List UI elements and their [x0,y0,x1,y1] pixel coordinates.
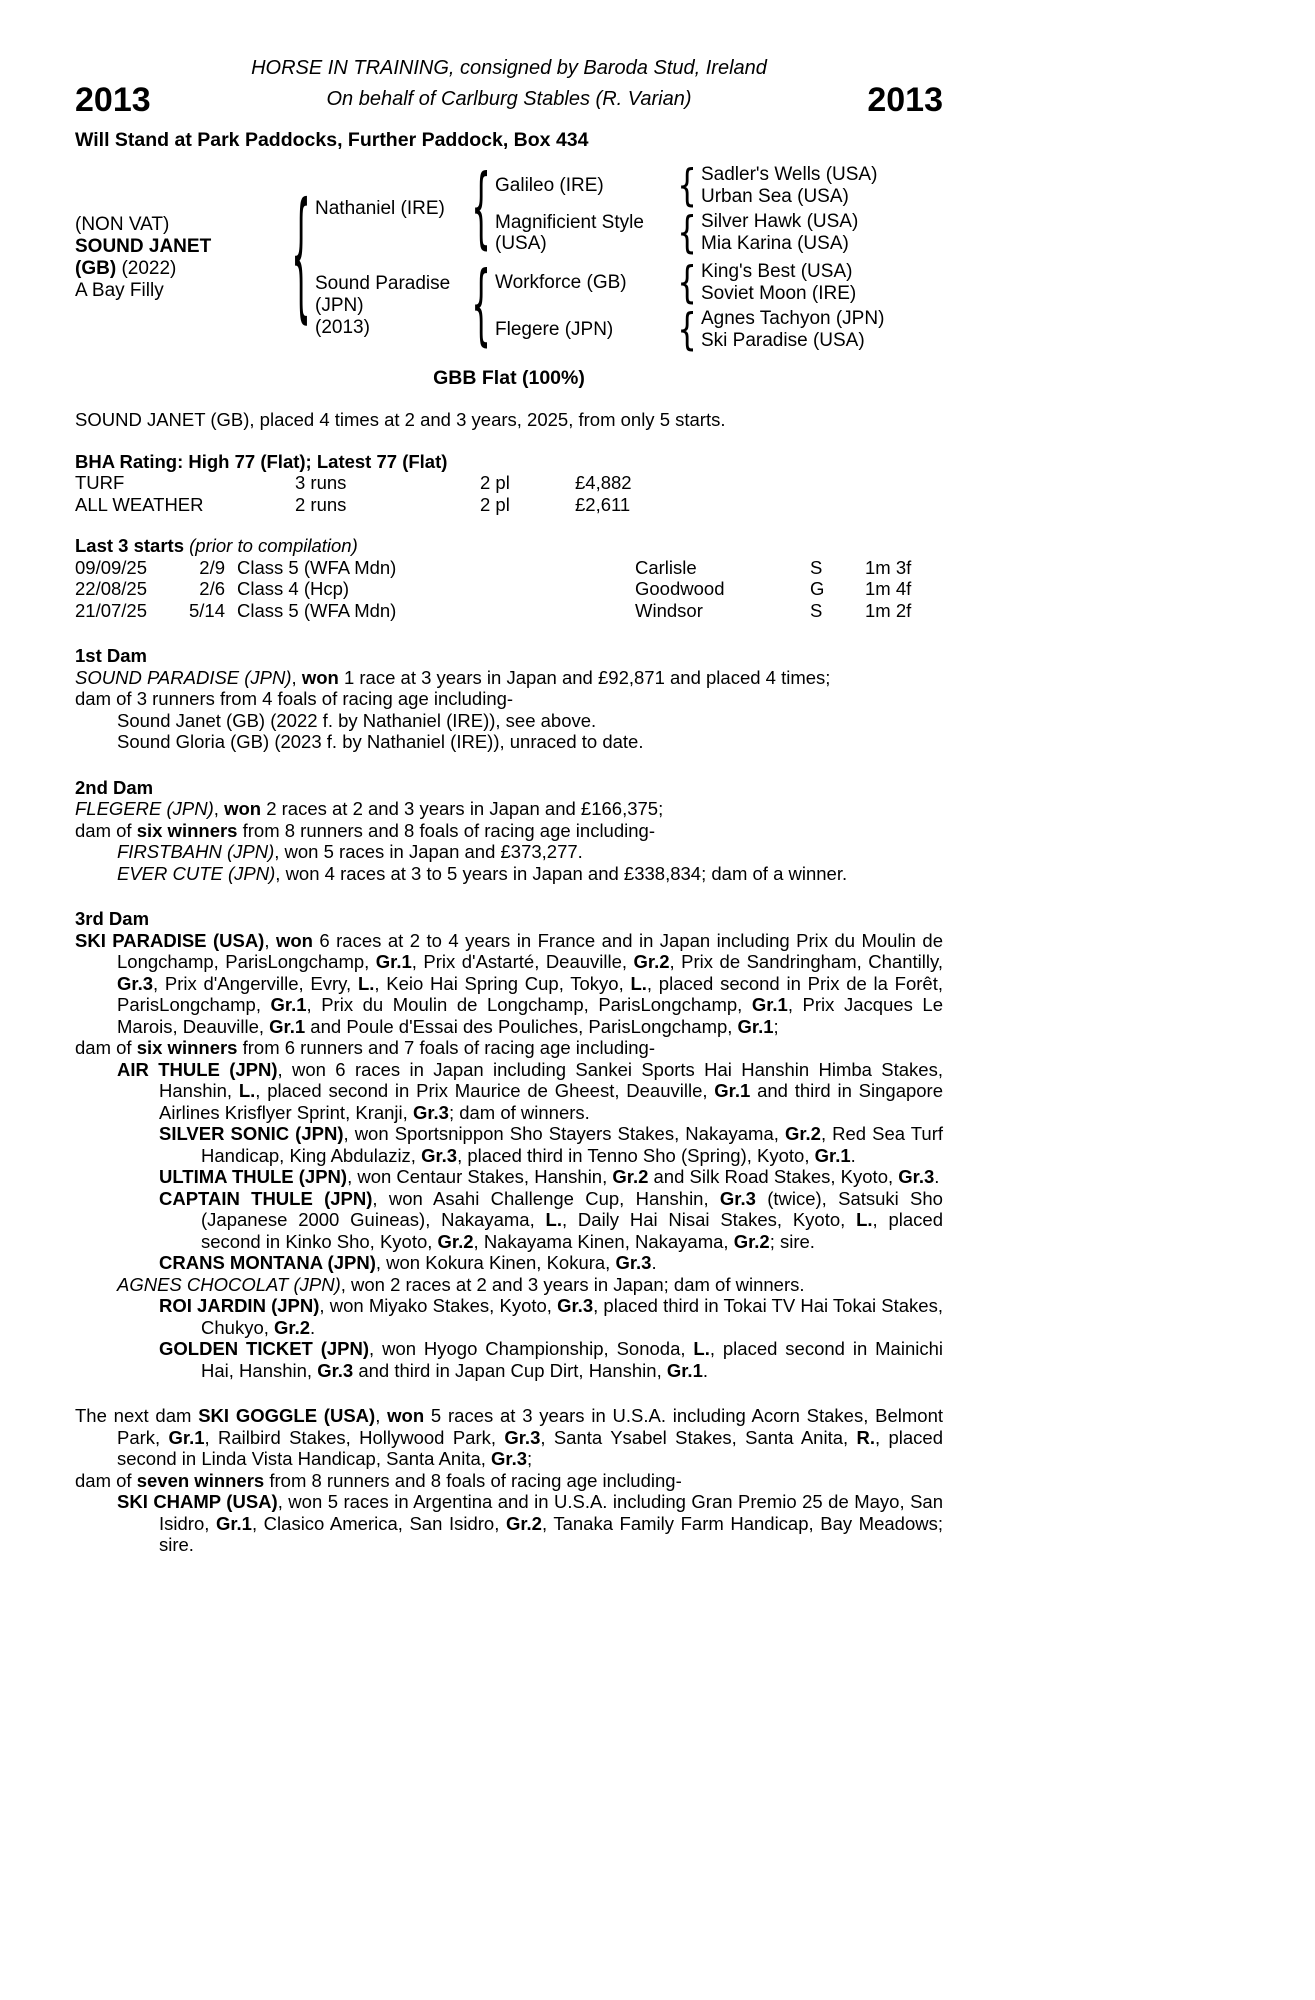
race-class: Class 5 (WFA Mdn) [237,556,397,578]
lot-number-right: 2013 [867,81,943,119]
produce-entry: ULTIMA THULE (JPN), won Centaur Stakes, Hanshin, Gr.2 and Silk Road Stakes, Kyoto, Gr.3. [159,1166,940,1187]
third-dam-section [75,908,943,1381]
distance: 1m 3f [865,556,912,578]
section-heading: 3rd Dam [75,908,150,929]
last-starts-heading: Last 3 starts (prior to compilation) [75,535,358,556]
produce-entry: GOLDEN TICKET (JPN), won Hyogo Championship, Sonoda, L., placed second in Mainichi Hai, Hanshin, Gr.3 and third in Japan Cup Dirt, Hanshin, Gr.1. [159,1338,943,1381]
produce-entry: AGNES CHOCOLAT (JPN), won 2 races at 2 and 3 years in Japan; dam of winners. [117,1273,805,1295]
dam-race-record: SOUND PARADISE (JPN), won 1 race at 3 years in Japan and £92,871 and placed 4 times; [75,666,831,688]
pedigree-brace: { [471,157,491,259]
horse-name: SOUND JANET [75,235,212,257]
race-class: Class 5 (WFA Mdn) [237,599,397,621]
produce-entry: AIR THULE (JPN), won 6 races in Japan including Sankei Sports Hai Hanshin Himba Stakes, Hanshin, L., placed second in Prix Maurice de Gheest, Deauville, Gr.1 and third in Singapore Airlines Krisflyer Sprint, Kranji, Gr.3; dam of winners. [117,1058,944,1123]
granddam-name: Flegere (JPN) [495,319,614,340]
granddam-unit [495,303,943,355]
dam-name: Sound Paradise (JPN) (2013) [315,273,451,338]
stand-location-line: Will Stand at Park Paddocks, Further Paddock, Box 434 [75,129,589,151]
going: S [810,556,823,578]
gbb-eligibility-line: GBB Flat (100%) [433,366,585,389]
pedigree-generations [315,157,943,356]
produce-entry: Sound Janet (GB) (2022 f. by Nathaniel (IRE)), see above. [117,709,597,731]
granddam-unit [495,206,943,258]
dam-produce-summary: dam of 3 runners from 4 foals of racing age including- [75,688,514,709]
produce-entry: FIRSTBAHN (JPN), won 5 races in Japan and £373,277. [117,841,583,862]
dam-produce-summary: dam of six winners from 8 runners and 8 foals of racing age including- [75,819,655,841]
pedigree-brace: { [677,303,697,355]
distance: 1m 2f [865,599,912,621]
earnings-value: £4,882 [575,472,632,493]
distance: 1m 4f [865,578,912,599]
pedigree-brace: { [471,254,491,356]
table-row [75,578,943,600]
consignor-line: HORSE IN TRAINING, consigned by Baroda Stud, Ireland [251,57,767,79]
produce-entry: EVER CUTE (JPN), won 4 races at 3 to 5 years in Japan and £338,834; dam of a winner. [117,862,848,884]
race-record-summary: SOUND JANET (GB), placed 4 times at 2 and 3 years, 2025, from only 5 starts. [75,409,726,430]
second-dam-section [75,777,943,885]
finish-position: 5/14 [188,599,225,621]
great-granddam-name: Mia Karina (USA) [701,232,849,254]
vat-status: (NON VAT) [75,213,170,235]
great-grandsire-name: Agnes Tachyon (JPN) [701,307,885,329]
great-granddam-name: Urban Sea (USA) [701,185,849,207]
produce-entry: SKI CHAMP (USA), won 5 races in Argentina and in U.S.A. including Gran Premio 25 de Mayo, San Isidro, Gr.1, Clasico America, San Isidro, Gr.2, Tanaka Family Farm Handicap, Bay Meadows; sire. [117,1491,944,1555]
section-heading: 1st Dam [75,645,147,666]
pedigree-brace: { [291,174,311,338]
dam-produce-summary: dam of seven winners from 8 runners and 8 foals of racing age including- [75,1469,682,1491]
first-dam-section [75,645,943,753]
next-dam-section [75,1405,943,1556]
start-date: 21/07/25 [75,599,148,621]
granddam-name: Magnificient Style (USA) [495,211,644,254]
table-row [75,472,943,494]
bha-rating-block [75,451,943,516]
race-class: Class 4 (Hcp) [237,578,350,599]
runs-value: 2 runs [295,493,347,515]
grandsire-unit [495,256,943,308]
surface-label: TURF [75,472,125,493]
pedigree-brace: { [677,206,697,258]
racecourse: Goodwood [635,578,725,599]
surface-label: ALL WEATHER [75,493,204,515]
sire-name: Nathaniel (IRE) [315,198,445,219]
pedigree-table [75,157,943,356]
racecourse: Windsor [635,599,703,621]
page-content [75,56,943,1556]
dam-race-record: SKI PARADISE (USA), won 6 races at 2 to 4 years in France and in Japan including Prix du Moulin de Longchamp, ParisLongchamp, Gr.1, Prix d'Astarté, Deauville, Gr.2, Prix de Sandringham, Chantilly, Gr.3, Prix d'Angerville, Evry, L., Keio Hai Spring Cup, Tokyo, L., placed second in Prix de la Forêt, ParisLongchamp, Gr.1, Prix du Moulin de Longchamp, ParisLongchamp, Gr.1, Prix Jacques Le Marois, Deauville, Gr.1 and Poule d'Essai des Pouliches, ParisLongchamp, Gr.1; [75,929,944,1037]
bha-rating-heading: BHA Rating: High 77 (Flat); Latest 77 (Flat) [75,450,448,472]
placed-value: 2 pl [480,493,510,515]
produce-entry: Sound Gloria (GB) (2023 f. by Nathaniel (IRE)), unraced to date. [117,731,644,752]
pedigree-brace: { [677,256,697,308]
placed-value: 2 pl [480,472,510,493]
going: G [810,578,825,599]
table-row [75,494,943,516]
table-row [75,557,943,579]
lot-number-left: 2013 [75,81,151,119]
dam-race-record: FLEGERE (JPN), won 2 races at 2 and 3 years in Japan and £166,375; [75,798,664,819]
last-starts-block [75,535,943,621]
start-date: 22/08/25 [75,578,148,599]
great-granddam-name: Ski Paradise (USA) [701,329,865,351]
racecourse: Carlisle [635,556,697,578]
grandsire-unit [495,159,943,211]
section-heading: 2nd Dam [75,776,154,798]
dam-produce-summary: dam of six winners from 6 runners and 7 foals of racing age including- [75,1037,655,1058]
finish-position: 2/6 [199,578,225,599]
start-date: 09/09/25 [75,556,148,578]
great-granddam-name: Soviet Moon (IRE) [701,282,857,304]
lot-header-row [75,82,943,118]
pedigree-brace: { [677,159,697,211]
produce-entry: SILVER SONIC (JPN), won Sportsnippon Sho Stayers Stakes, Nakayama, Gr.2, Red Sea Turf Handicap, King Abdulaziz, Gr.3, placed third in Tenno Sho (Spring), Kyoto, Gr.1. [159,1123,943,1166]
horse-origin-year: (GB) (2022) [75,257,177,279]
horse-id-block [75,214,287,302]
dam-branch [315,254,943,356]
great-grandsire-name: Sadler's Wells (USA) [701,163,878,185]
produce-entry: CAPTAIN THULE (JPN), won Asahi Challenge Cup, Hanshin, Gr.3 (twice), Satsuki Sho (Japanese 2000 Guineas), Nakayama, L., Daily Hai Nisai Stakes, Kyoto, L., placed second in Kinko Sho, Kyoto, Gr.2, Nakayama Kinen, Nakayama, Gr.2; sire. [159,1187,943,1252]
produce-entry: CRANS MONTANA (JPN), won Kokura Kinen, Kokura, Gr.3. [159,1252,657,1273]
on-behalf-line: On behalf of Carlburg Stables (R. Varian) [326,88,692,111]
finish-position: 2/9 [199,556,225,578]
earnings-value: £2,611 [575,493,631,515]
going: S [810,599,823,621]
great-grandsire-name: King's Best (USA) [701,260,853,282]
grandsire-name: Galileo (IRE) [495,175,604,196]
runs-value: 3 runs [295,472,347,493]
horse-description: A Bay Filly [75,279,164,301]
produce-entry: ROI JARDIN (JPN), won Miyako Stakes, Kyoto, Gr.3, placed third in Tokai TV Hai Tokai Stakes, Chukyo, Gr.2. [159,1295,943,1338]
dam-race-record: The next dam SKI GOGGLE (USA), won 5 races at 3 years in U.S.A. including Acorn Stakes, Belmont Park, Gr.1, Railbird Stakes, Hollywood Park, Gr.3, Santa Ysabel Stakes, Santa Anita, R., placed second in Linda Vista Handicap, Santa Anita, Gr.3; [75,1405,944,1469]
grandsire-name: Workforce (GB) [495,272,627,293]
sire-branch [315,157,943,259]
great-grandsire-name: Silver Hawk (USA) [701,210,859,232]
table-row [75,600,943,622]
